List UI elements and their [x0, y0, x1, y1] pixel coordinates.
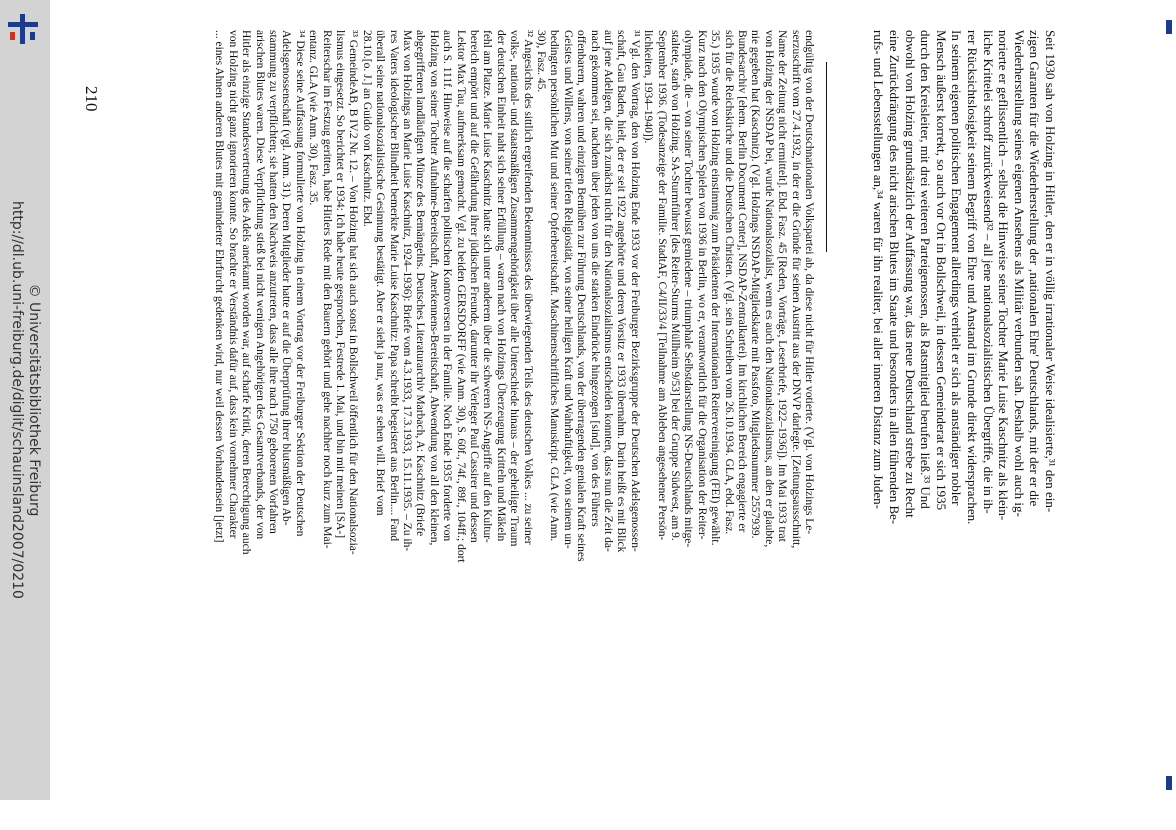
- edge-marker: [1166, 20, 1172, 34]
- footnote-line: auf jene Adeligen, die sich zunächst nicht für den Nationalsozialismus entscheiden konnten, dass nun die Zeit da-: [602, 30, 614, 552]
- body-line: Wiederherstellung seines eigenen Ansehens als Militär verbunden sah. Deshalb wohl auch ig-: [1011, 30, 1027, 517]
- footnote-line: offenbarem, wahren und einzigen Bemühen zur Führung Deutschlands, von der überragenden genialen Kraft seines: [575, 30, 588, 562]
- body-line: rufs- und Lebensstellungen an,³⁴ waren für ihn realiter, bei aller inneren Distanz zum Juden-: [871, 30, 887, 509]
- body-line: obwohl von Holzing grundsätzlich der Auffassung war, das neue Deutschland strebe zu Recht: [902, 30, 918, 518]
- footnote-line: Max von Holzings an Marie Luise Kaschnitz, 1924–1936): Briefe vom 4.3.1933, 17.3.1933, 15.11.1935. – Zu ih-: [401, 30, 413, 552]
- footnote-line: 30), Fasz. 45.: [535, 30, 547, 93]
- footnote-line: res Vaters ideologischer Blindheit bemerkte Marie Luise Kaschnitz: Papa schreibt begeistert aus Berlin.... Fand: [387, 30, 400, 542]
- footnote-line: ... eines Ahnen anderen Blutes mit geminderter Ehrfurcht gedenken wird, nur weil dessen Vorhandensein [jetzt]: [213, 30, 226, 543]
- footnote-line: stammung zu verpflichten; sie hatten den Nachweis anzutreten, dass alle ihre nach 1750 geborenen Vorfahren: [267, 30, 279, 534]
- body-line: zigen Garanten für die Wiederherstellung der ‚nationalen Ehre' Deutschlands, mit der er die: [1027, 30, 1043, 507]
- footnote-line: Bundesarchiv [ehem. Berlin Document Center], NSDAP-Zentralkartei). Im kirchlichen Bereich engagierte er: [736, 30, 748, 533]
- edge-marker: [1166, 776, 1172, 790]
- body-line: Seit 1930 sah von Holzing in Hitler, den er in völlig irrationaler Weise idealisierte,³¹ den ein-: [1043, 30, 1058, 513]
- footnote-line: Adelsgenossenschaft (vgl. Anm. 31). Deren Mitglieder hatte er auf die Überprüfung ihrer blutsmäßigen Ab-: [280, 30, 293, 526]
- footnote-line: arischen Blutes waren. Diese Verpflichtung stieß bei nicht wenigen Angehörigen des Gesamtverbands, der von: [253, 30, 266, 540]
- document-page: [120, 0, 1058, 800]
- footnote-line: staltete, starb von Holzing. SA-Sturmführer [des Reiter-Sturms Müllheim 9/53] bei der Gruppe Südwest, am 9.: [669, 30, 681, 541]
- footnote-line: sich für die Reichskirche und die Deutschen Christen. (Vgl. sein Schreiben vom 26.10.1934. GLA, ebd. Fasz.: [722, 30, 735, 535]
- copyright-notice: © Universitätsbibliothek Freiburg: [26, 283, 42, 517]
- body-line: norierte er geflissentlich – selbst die Hinweise seiner Tochter Marie Luise Kaschnitz als klein-: [996, 30, 1012, 521]
- source-url[interactable]: http://dl.ub.uni-freiburg.de/diglit/schauinsland2007/0210: [9, 201, 25, 599]
- footnote-line: endgültig von der Deutschnationalen Volkspartei ab, da diese nicht für Hitler votierte. (Vgl. von Holzings Le-: [803, 30, 815, 535]
- footnote-line: September 1936. (Todesanzeige der Familie. StadtAF, C4/II/33/4 [Teilnahme am Ableben angesehener Persön-: [655, 30, 668, 541]
- footnote-line: Kurz nach den Olympischen Spielen von 1936 in Berlin, wo er, verantwortlich für die Organisation der Reiter-: [695, 30, 708, 540]
- footnote-line: schaft, Gau Baden, hielt, der er seit 1922 angehörte und deren Vorsitz er 1933 übernahm. Darin heißt es mit Blick: [615, 30, 628, 553]
- body-line: durch den Kreisleiter, mit drei weiteren Parteigenossen, als Ratsmitglied berufen ließ.³³ Und: [918, 30, 934, 509]
- footnote-line: ³¹ Vgl. den Vortrag, den von Holzing Ende 1933 vor der Freiburger Bezirksgruppe der Deutschen Adelsgenossen-: [628, 30, 641, 552]
- footnote-line: bedingten persönlichen Mut und seiner Opferbereitschaft. Maschinenschriftliches Manuskript. GLA (wie Anm.: [548, 30, 561, 542]
- footnote-line: der deutschen Einheit naht sich seiner Erfüllung – waren nach von Holzings Überzeugung Kritteln und Mäkeln: [494, 30, 507, 542]
- page-number: 210: [82, 86, 101, 112]
- viewer-sidebar: [0, 0, 50, 800]
- footnote-line: Lektor Max Tau, aufmerksam gemacht. Vgl. zu beiden GERSDORFF (wie Anm. 30), S. 60f., 74f., 89f., 104ff.; dort: [454, 30, 467, 563]
- footnote-line: Name der Zeitung nicht ermittelt]. Ebd. Fasz. 45 [Reden, Vorträge, Leserbriefe, 1922–1936]). Im Mai 1933 trat: [776, 30, 789, 542]
- footnote-line: serzuschrift vom 27.4.1932, in der er die Gründe für seinen Austritt aus der DNVP darlegte. [Zeitungsausschnitt,: [789, 30, 802, 549]
- footnote-line: 35.) 1935 wurde von Holzing einstimmig zum Präsidenten der Internationalen Reitervereinigung (FEI) gewählt.: [709, 30, 722, 546]
- footnote-line: ³² Angesichts des sittlich ergreifenden Bekenntnisses des überwiegenden Teils des deutschen Volkes ... zu seiner: [521, 30, 534, 545]
- footnote-line: olympiade, die – von seiner Tochter bewusst gemiedene – triumphale Selbstdarstellung NS-Deutschlands mitge-: [682, 30, 695, 548]
- footnote-line: Holzing von seiner Tochter Aufnahme-Bereitschaft, Anerkennens-Bereitschaft, Abwendung von all den kleinen,: [427, 30, 440, 546]
- footnote-line: bereich empört und auf die Gefährdung ihrer jüdischen Freunde, darunter ihr Verleger Paul Cassirer und dessen: [468, 30, 480, 543]
- footnote-line: 28.10.[o. J.] an Guido von Kaschnitz. Ebd.: [360, 30, 373, 227]
- footnote-line: von Holzing der NSDAP bei, wurde Nationalsozialist, wenn es auch den Nationalsozialismus, an den er glaubte,: [762, 30, 775, 548]
- footnote-line: abgegriffenen landläufigen Münze des Bemängelns. Deutsches Literaturarchiv Marbach, A: Kaschnitz (Briefe: [414, 30, 427, 537]
- body-line: liche Krittelei schroff zurückweisend³² – all jene nationalsozialistischen Übergriffe, die in ih-: [980, 30, 996, 514]
- footnote-line: ³³ GemeindeAB, B IV.2 Nr. 12. – Von Holzing hat sich auch sonst in Bollschweil öffentlich für den Nationalsozia-: [347, 30, 360, 555]
- footnote-line: Hitler als einzige Standesvertretung des Adels anerkannt worden war, auf scharfe Kritik, deren Berechtigung auch: [240, 30, 253, 555]
- footnote-line: von Holzing nicht ganz ignorieren konnte. So brachte er Verständnis dafür auf, dass kein vornehmer Charakter: [226, 30, 239, 539]
- footnote-line: Reiterschar im Festzug geritten, habe Hitlers Rede mit den Bauern gehört und gehe nachher noch kurz zum Mai-: [320, 30, 333, 549]
- body-line: Mensch äußerst korrekt, so auch vor Ort in Bollschweil, in dessen Gemeinderat er sich 1935: [933, 30, 949, 511]
- footnote-line: volks-, national- und staatsmäßigen Zusammengehörigkeit über alle Unterschiede hinaus – der geheiligte Traum: [508, 30, 521, 547]
- footnote-line: Geistes und Willens, von seiner tiefen Religiosität, von seiner heiligen Kraft und Wahrhaftigkeit, von seinem un-: [561, 30, 574, 549]
- footnote-divider: [826, 62, 827, 252]
- footnote-line: nie gegeben hat (Kaschnitz). (Vgl. Holzings NSDAP-Mitgliedskarte mit Passfoto, Mitgliedsnummer 2557939.: [749, 30, 762, 539]
- body-line: In seinem eigenen politischen Engagement allerdings verhielt er sich als anständiger nobler: [949, 30, 965, 506]
- footnote-line: nach gekommen sei, nachdem über jeden von uns die starken Eindrücke hingezogen [sind], von des Führers: [588, 30, 601, 527]
- footnote-line: fehl am Platze. Marie Luise Kaschnitz hatte sich unter anderem über die schweren NS-Angriffe auf den Kultur-: [481, 30, 494, 543]
- footnote-line: auch S. 111f. Hinweise auf die scharfen politischen Kontroversen in der Familie. Noch Ende 1935 forderte von: [441, 30, 454, 542]
- footnote-line: lichkeiten, 1934–1940]).: [642, 30, 655, 144]
- footnote-line: entanz. GLA (wie Anm. 30), Fasz. 35.: [307, 30, 320, 206]
- footnote-line: ³⁴ Diese seine Auffassung formulierte von Holzing in einem Vortrag vor der Freiburger Sektion der Deutschen: [293, 30, 306, 537]
- footnote-line: überall seine nationalsozialistische Gesinnung bestätigt. Aber er sieht ja nur, was er sehen will. Brief vom: [374, 30, 387, 516]
- body-line: rer Rücksichtslosigkeit seinem Begriff von Ehre und Anstand im Grunde direkt widersprachen.: [965, 30, 980, 525]
- footnote-line: lismus eingesetzt. So berichtet er 1934: Ich habe heute gesprochen, Festrede 1. Mai, und bin mit meinen [SA-]: [334, 30, 346, 539]
- body-line: eine Zurückdrängung des nicht arischen Blutes im Staate und besonders in allen führenden Be-: [887, 30, 902, 525]
